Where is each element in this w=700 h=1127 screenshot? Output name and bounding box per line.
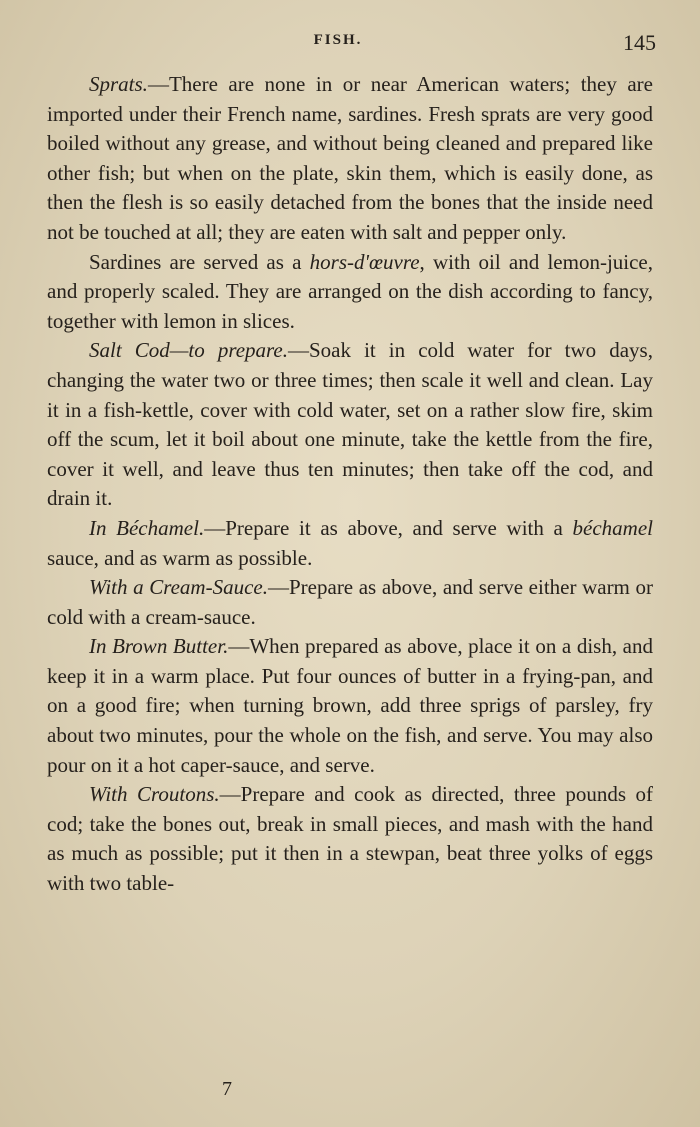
italic-term: hors-d'œuvre — [309, 249, 420, 274]
paragraph-text: —Prepare as above, and serve either warm or cold with a cream-sauce. — [47, 575, 653, 629]
paragraph-text: —When prepared as above, place it on a dish, and keep it in a warm place. Put four ounces of butter in a frying-pan, and on a good fire; when turning brown, add three sprigs of parsley, fry about two minutes, pour the whole on the fish, and serve. You may also pour on it a hot caper-sauce, and serve. — [47, 634, 653, 777]
paragraph-text: sauce, and as warm as possible. — [47, 545, 313, 570]
paragraph-text: —There are none in or near American waters; they are imported under their French name, sardines. Fresh sprats are very good boiled without any grease, and without being cleaned and prepared like other fish; but when on the plate, skin them, which is easily done, as then the flesh is so easily detached from the bones that the inside need not be touched at all; they are eaten with salt and pepper only. — [47, 72, 653, 244]
paragraph-text: —Prepare and cook as directed, three pounds of cod; take the bones out, break in small pieces, and mash with the hand as much as possible; put it then in a stewpan, beat three yolks of eggs with two table- — [47, 782, 653, 896]
paragraph-text: Sardines are served as a — [89, 249, 310, 274]
paragraph-heading: Sprats. — [89, 72, 148, 96]
paragraph-text: , with oil and lemon-juice, and properly scaled. They are arranged on the dish according to fancy, together with lemon in slices. — [47, 249, 654, 333]
signature-mark: 7 — [222, 1078, 232, 1100]
paragraph-text: —Soak it in cold water for two days, changing the water two or three times; then scale it well and clean. Lay it in a fish-kettle, cover with cold water, set on a rather slow fire, skim off the scum, let it boil about one minute, take the kettle from the fire, cover it well, and leave thus ten minutes; then take off the cod, and drain it. — [47, 338, 653, 511]
paragraph-sprats — [47, 70, 653, 248]
page-number: 145 — [623, 30, 656, 55]
paragraph-text: —Prepare it as above, and serve with a — [204, 515, 573, 540]
paragraph-in-bechamel — [47, 514, 653, 573]
paragraph-croutons — [47, 780, 653, 898]
running-title: FISH. — [313, 32, 363, 48]
italic-term: béchamel — [572, 515, 653, 540]
body-text — [47, 70, 653, 899]
paragraph-brown-butter — [47, 632, 653, 780]
paragraph-heading: Salt Cod—to prepare. — [89, 338, 288, 363]
paragraph-sardines — [47, 248, 653, 337]
paragraph-heading: With a Cream-Sauce. — [89, 575, 268, 600]
paragraph-heading: In Béchamel. — [89, 515, 205, 540]
paragraph-cream-sauce — [47, 573, 653, 632]
paragraph-heading: With Croutons. — [89, 782, 220, 807]
paragraph-salt-cod — [47, 336, 653, 514]
paragraph-heading: In Brown Butter. — [89, 634, 229, 659]
